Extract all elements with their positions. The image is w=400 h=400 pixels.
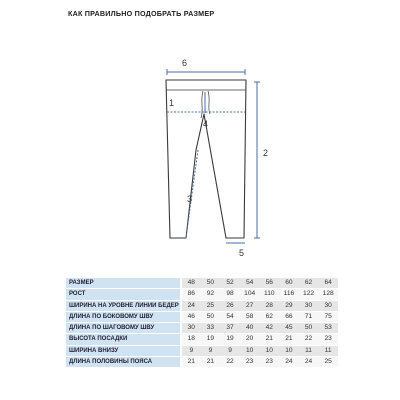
table-cell: 30 xyxy=(299,300,319,311)
table-cell: 10 xyxy=(279,345,299,356)
table-cell: 33 xyxy=(201,323,221,334)
table-cell: 98 xyxy=(220,289,240,300)
table-cell: 9 xyxy=(181,345,201,356)
table-cell: 21 xyxy=(279,334,299,345)
table-cell: 25 xyxy=(201,300,221,311)
table-row xyxy=(66,334,338,345)
table-row xyxy=(66,357,338,368)
dim-label-1: 1 xyxy=(169,98,175,108)
table-row xyxy=(66,300,338,311)
table-cell: 45 xyxy=(279,323,299,334)
table-cell: 11 xyxy=(299,345,319,356)
table-cell: 52 xyxy=(220,278,240,289)
table-cell: 24 xyxy=(181,300,201,311)
table-cell: 25 xyxy=(318,357,338,368)
row-label: РАЗМЕР xyxy=(66,278,181,289)
row-label: ДЛИНА ПОЛОВИНЫ ПОЯСА xyxy=(66,357,181,368)
table-cell: 64 xyxy=(318,278,338,289)
table-cell: 58 xyxy=(240,311,260,322)
table-cell: 56 xyxy=(260,278,280,289)
table-cell: 92 xyxy=(201,289,221,300)
table-cell: 18 xyxy=(181,334,201,345)
table-cell: 21 xyxy=(181,357,201,368)
table-cell: 40 xyxy=(240,323,260,334)
table-cell: 9 xyxy=(220,345,240,356)
table-row xyxy=(66,323,338,334)
table-cell: 37 xyxy=(220,323,240,334)
table-cell: 62 xyxy=(299,278,319,289)
row-label: ШИРИНА ВНИЗУ xyxy=(66,345,181,356)
table-cell: 86 xyxy=(181,289,201,300)
table-cell: 60 xyxy=(279,278,299,289)
table-cell: 42 xyxy=(260,323,280,334)
row-label: ВЫСОТА ПОСАДКИ xyxy=(66,334,181,345)
table-cell: 50 xyxy=(201,311,221,322)
table-cell: 46 xyxy=(181,311,201,322)
table-cell: 48 xyxy=(181,278,201,289)
table-cell: 54 xyxy=(220,311,240,322)
pants-outline xyxy=(166,80,246,238)
page-title: КАК ПРАВИЛЬНО ПОДОБРАТЬ РАЗМЕР xyxy=(68,9,215,18)
table-cell: 104 xyxy=(240,289,260,300)
row-label: РОСТ xyxy=(66,289,181,300)
table-cell: 62 xyxy=(260,311,280,322)
table-cell: 24 xyxy=(299,357,319,368)
table-cell: 50 xyxy=(299,323,319,334)
table-cell: 23 xyxy=(318,334,338,345)
table-row xyxy=(66,278,338,289)
table-cell: 122 xyxy=(299,289,319,300)
table-cell: 22 xyxy=(220,357,240,368)
table-cell: 22 xyxy=(299,334,319,345)
table-cell: 10 xyxy=(260,345,280,356)
table-cell: 21 xyxy=(201,357,221,368)
table-cell: 53 xyxy=(318,323,338,334)
table-cell: 9 xyxy=(201,345,221,356)
table-cell: 26 xyxy=(220,300,240,311)
row-label: ДЛИНА ПО ШАГОВОМУ ШВУ xyxy=(66,323,181,334)
table-row xyxy=(66,345,338,356)
table-cell: 71 xyxy=(299,311,319,322)
size-chart-table xyxy=(66,278,338,368)
table-cell: 30 xyxy=(181,323,201,334)
table-cell: 19 xyxy=(201,334,221,345)
table-row xyxy=(66,311,338,322)
table-cell: 20 xyxy=(240,334,260,345)
table-cell: 50 xyxy=(201,278,221,289)
table-cell: 30 xyxy=(318,300,338,311)
table-cell: 19 xyxy=(220,334,240,345)
table-cell: 10 xyxy=(240,345,260,356)
table-cell: 128 xyxy=(318,289,338,300)
table-cell: 24 xyxy=(279,357,299,368)
dim-label-3: 3 xyxy=(187,194,193,204)
table-cell: 28 xyxy=(260,300,280,311)
table-cell: 66 xyxy=(279,311,299,322)
table-cell: 116 xyxy=(279,289,299,300)
row-label: ШИРИНА НА УРОВНЕ ЛИНИИ БЕДЕР xyxy=(66,300,181,311)
table-cell: 29 xyxy=(279,300,299,311)
table-row xyxy=(66,289,338,300)
dim-label-5: 5 xyxy=(239,248,245,258)
row-label: ДЛИНА ПО БОКОВОМУ ШВУ xyxy=(66,311,181,322)
table-cell: 23 xyxy=(260,357,280,368)
dim-label-6: 6 xyxy=(182,58,188,68)
table-cell: 110 xyxy=(260,289,280,300)
table-cell: 75 xyxy=(318,311,338,322)
dim-label-2: 2 xyxy=(263,148,269,158)
table-cell: 21 xyxy=(260,334,280,345)
table-cell: 27 xyxy=(240,300,260,311)
dim-label-4: 4 xyxy=(203,119,209,129)
table-cell: 23 xyxy=(240,357,260,368)
table-cell: 11 xyxy=(318,345,338,356)
table-cell: 54 xyxy=(240,278,260,289)
